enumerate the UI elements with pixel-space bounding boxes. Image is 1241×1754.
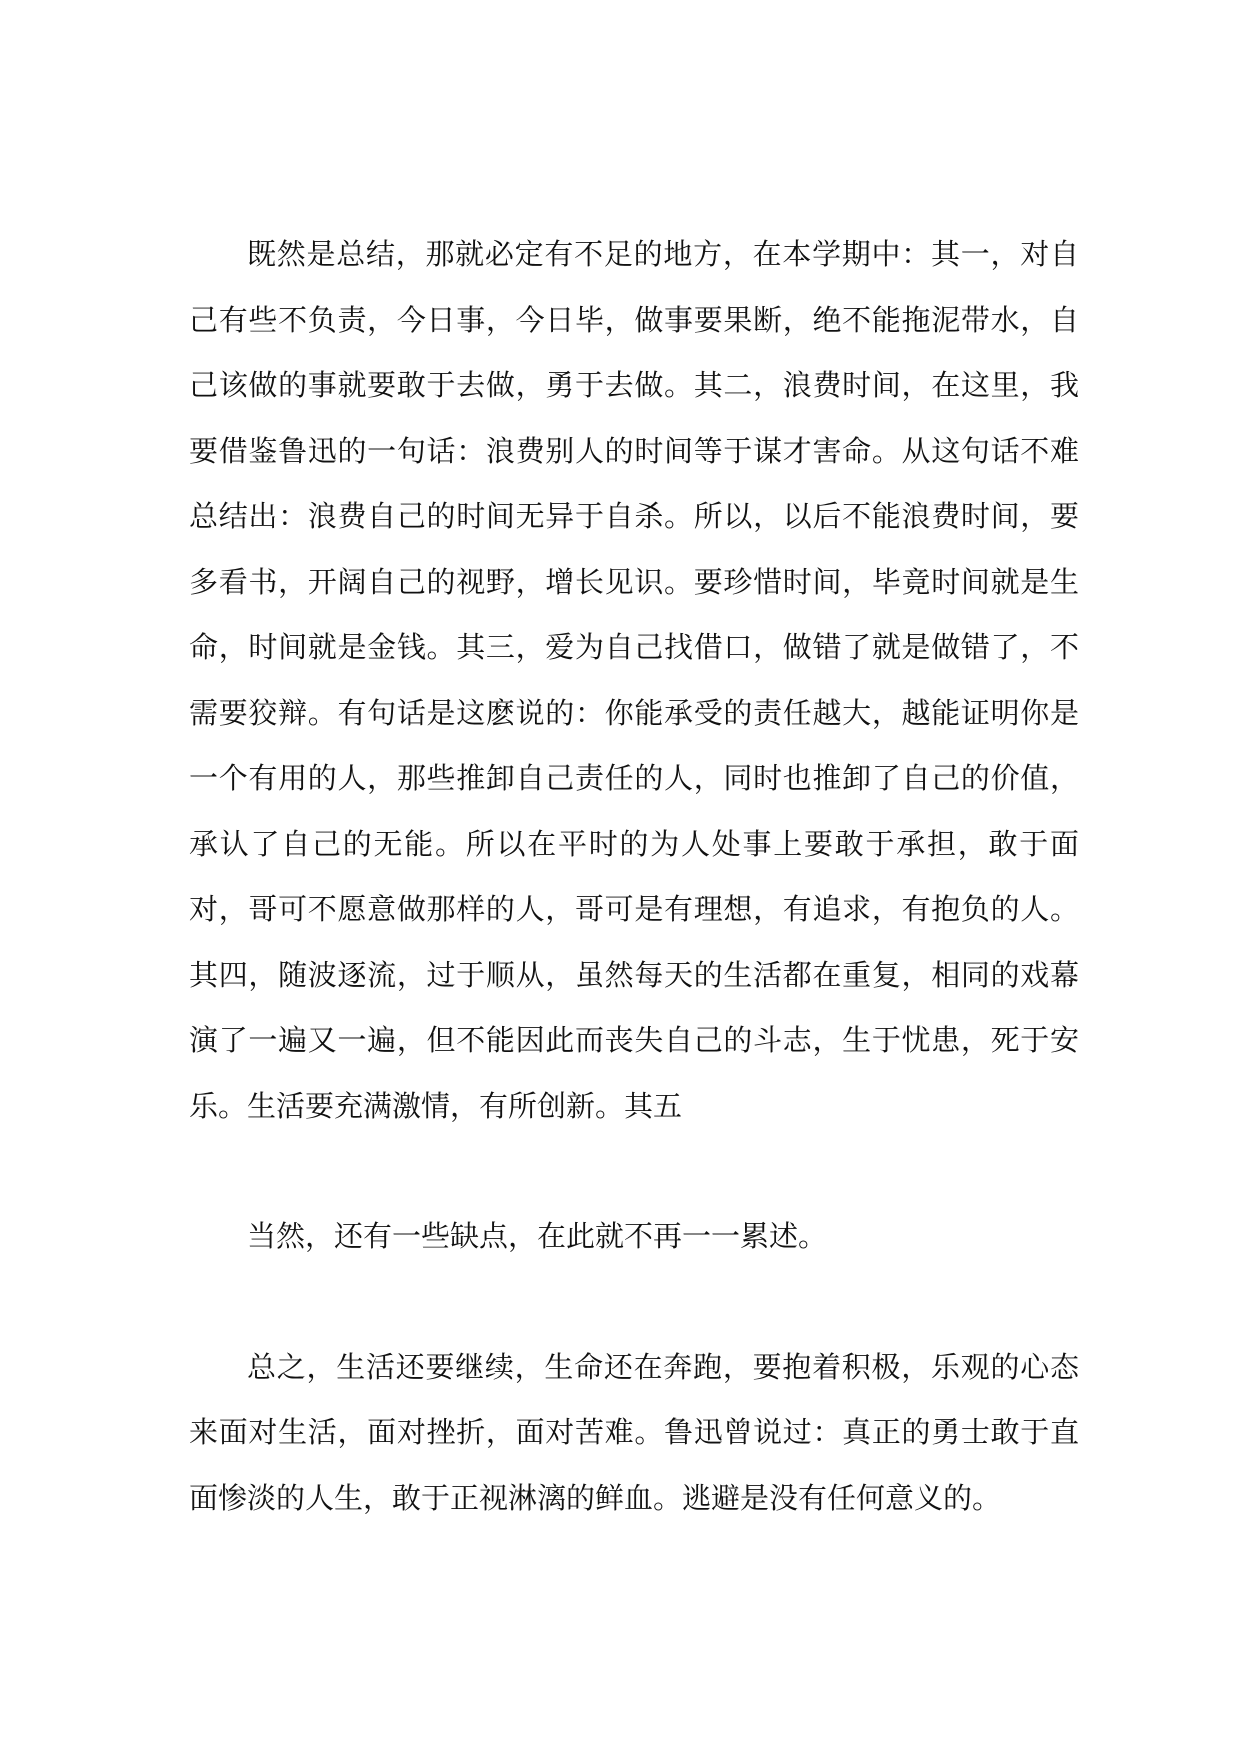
document-body bbox=[189, 222, 1079, 1531]
paragraph-shortcomings: 既然是总结，那就必定有不足的地方，在本学期中：其一，对自己有些不负责，今日事，今日毕，做事要果断，绝不能拖泥带水，自己该做的事就要敢于去做，勇于去做。其二，浪费时间，在这里，我要借鉴鲁迅的一句话：浪费别人的时间等于谋才害命。从这句话不难总结出：浪费自己的时间无异于自杀。所以，以后不能浪费时间，要多看书，开阔自己的视野，增长见识。要珍惜时间，毕竟时间就是生命，时间就是金钱。其三，爱为自己找借口，做错了就是做错了，不需要狡辩。有句话是这麽说的：你能承受的责任越大，越能证明你是一个有用的人，那些推卸自己责任的人，同时也推卸了自己的价值，承认了自己的无能。所以在平时的为人处事上要敢于承担，敢于面对，哥可不愿意做那样的人，哥可是有理想，有追求，有抱负的人。其四，随波逐流，过于顺从，虽然每天的生活都在重复，相同的戏幕演了一遍又一遍，但不能因此而丧失自己的斗志，生于忧患，死于安乐。生活要充满激情，有所创新。其五 bbox=[189, 237, 1079, 1123]
paragraph-conclusion: 总之，生活还要继续，生命还在奔跑，要抱着积极，乐观的心态来面对生活，面对挫折，面对苦难。鲁迅曾说过：真正的勇士敢于直面惨淡的人生，敢于正视淋漓的鲜血。逃避是没有任何意义的。 bbox=[189, 1349, 1079, 1515]
paragraph-other-flaws: 当然，还有一些缺点，在此就不再一一累述。 bbox=[247, 1219, 828, 1253]
